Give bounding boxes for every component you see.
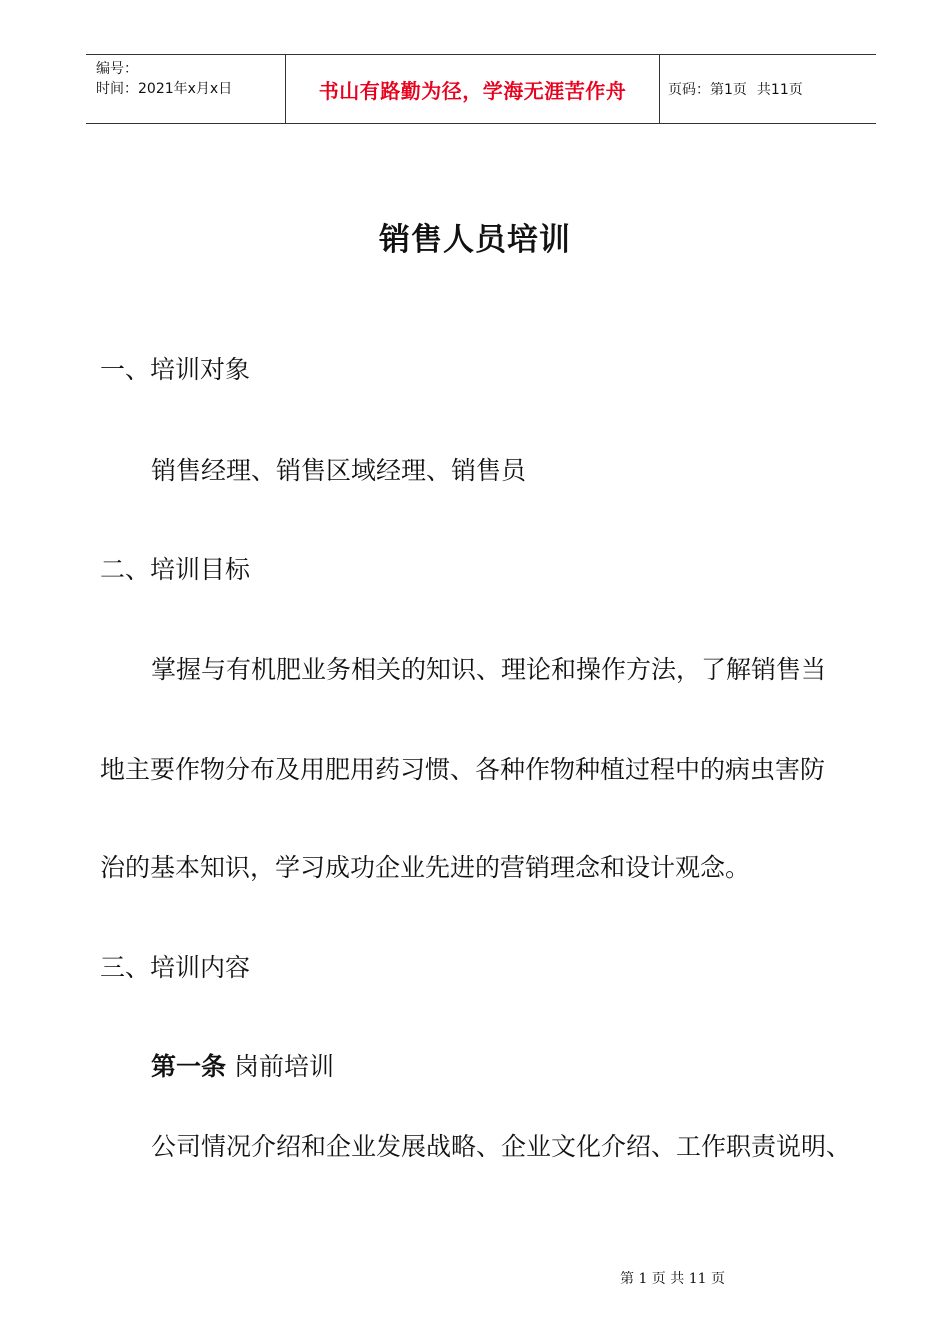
page-header <box>86 54 876 124</box>
paragraph-goals-line-2: 地主要作物分布及用肥用药习惯、各种作物种植过程中的病虫害防 <box>100 755 826 784</box>
section-heading-targets: 一、培训对象 <box>100 355 251 384</box>
article-title: 岗前培训 <box>233 1052 334 1081</box>
header-total-label: 共11页 <box>756 82 803 98</box>
page-footer: 第 1 页 共 11 页 <box>620 1271 725 1287</box>
header-page-label: 页码：第1页 <box>668 82 747 98</box>
paragraph-article-line-1: 公司情况介绍和企业发展战略、企业文化介绍、工作职责说明、 <box>151 1132 852 1161</box>
document-title: 销售人员培训 <box>379 222 571 258</box>
header-page-cell <box>660 55 876 123</box>
article-heading <box>151 1047 334 1083</box>
article-number: 第一条 <box>151 1052 227 1081</box>
header-motto: 书山有路勤为径，学海无涯苦作舟 <box>318 78 627 103</box>
header-motto-cell <box>286 55 660 123</box>
section-text-targets: 销售经理、销售区域经理、销售员 <box>151 456 527 485</box>
paragraph-goals-line-1: 掌握与有机肥业务相关的知识、理论和操作方法，了解销售当 <box>151 655 827 684</box>
section-heading-content: 三、培训内容 <box>100 953 251 982</box>
paragraph-goals-line-3: 治的基本知识，学习成功企业先进的营销理念和设计观念。 <box>100 853 751 882</box>
document-time-label: 时间：2021年x月x日 <box>96 81 233 97</box>
document-number-label: 编号： <box>96 61 138 77</box>
header-info-cell <box>86 55 286 123</box>
section-heading-goals: 二、培训目标 <box>100 555 251 584</box>
